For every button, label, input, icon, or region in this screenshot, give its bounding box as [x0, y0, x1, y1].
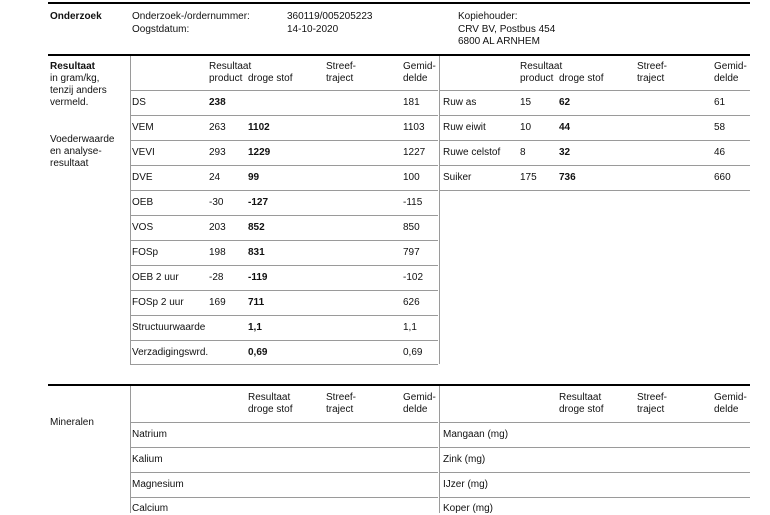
table-row-avg: 46	[714, 147, 726, 158]
table-row-avg: 1,1	[403, 322, 417, 333]
table-row-avg: 1227	[403, 147, 426, 158]
table-row-avg: 61	[714, 97, 726, 108]
minerals-right-header-gem2: delde	[714, 404, 739, 415]
left-header-droge-stof: droge stof	[248, 73, 293, 84]
table-row-avg: 850	[403, 222, 420, 233]
table-row-label: VOS	[132, 222, 154, 233]
left-table-divider-left	[130, 56, 131, 364]
table-row-product: 15	[520, 97, 532, 108]
table-row-product: 263	[209, 122, 226, 133]
table-row-product: 175	[520, 172, 537, 183]
left-header-resultaat: Resultaat	[209, 61, 252, 72]
list-item: IJzer (mg)	[443, 479, 488, 490]
minerals-left-header-gem2: delde	[403, 404, 428, 415]
table-row-avg: 100	[403, 172, 420, 183]
minerals-right-header-streef2: traject	[637, 404, 665, 415]
table-row-avg: 181	[403, 97, 420, 108]
list-item: Natrium	[132, 429, 168, 440]
section-label-onderzoek: Onderzoek	[50, 11, 102, 22]
table-row-ds: -119	[248, 272, 268, 283]
table-row-label: OEB	[132, 197, 154, 208]
table-row-product: 198	[209, 247, 226, 258]
feed-value-label-line1: Voederwaarde	[50, 134, 115, 145]
table-row-product: 203	[209, 222, 226, 233]
minerals-right-header-droge-stof: droge stof	[559, 404, 604, 415]
table-row-ds: 831	[248, 247, 265, 258]
list-item: Calcium	[132, 503, 169, 514]
table-row-label: Ruw as	[443, 97, 477, 108]
minerals-center-divider	[439, 386, 440, 513]
table-row-product: 10	[520, 122, 532, 133]
table-row-ds: 711	[248, 297, 265, 308]
right-header-gem2: delde	[714, 73, 739, 84]
table-row-ds: 99	[248, 172, 260, 183]
table-row-avg: -115	[403, 197, 423, 208]
minerals-label: Mineralen	[50, 417, 94, 428]
table-row-ds: -127	[248, 197, 269, 208]
table-row-label: OEB 2 uur	[132, 272, 179, 283]
minerals-left-header-droge-stof: droge stof	[248, 404, 293, 415]
copyholder-line1: CRV BV, Postbus 454	[458, 24, 556, 35]
feed-value-label-line2: en analyse-	[50, 146, 102, 157]
left-header-product: product	[209, 73, 243, 84]
table-center-divider	[439, 56, 440, 364]
minerals-section-border	[48, 384, 750, 386]
minerals-left-header-gem1: Gemid-	[403, 392, 436, 403]
list-item: Koper (mg)	[443, 503, 494, 514]
table-row-ds: 736	[559, 172, 576, 183]
table-row-label: DS	[132, 97, 146, 108]
table-row-ds: 44	[559, 122, 571, 133]
result-unit-line1: in gram/kg,	[50, 73, 100, 84]
result-unit-line3: vermeld.	[50, 97, 89, 108]
right-header-droge-stof: droge stof	[559, 73, 604, 84]
list-item: Mangaan (mg)	[443, 429, 509, 440]
table-row-avg: -102	[403, 272, 424, 283]
result-section-border	[48, 54, 750, 56]
right-header-product: product	[520, 73, 554, 84]
table-row-product: 24	[209, 172, 221, 183]
table-row-ds: 1,1	[248, 322, 262, 333]
table-row-label: VEVI	[132, 147, 155, 158]
table-row-label: FOSp 2 uur	[132, 297, 184, 308]
minerals-left-header-streef2: traject	[326, 404, 354, 415]
table-row-avg: 626	[403, 297, 420, 308]
list-item: Kalium	[132, 454, 163, 465]
table-row-ds: 0,69	[248, 347, 268, 358]
table-row-label: DVE	[132, 172, 153, 183]
left-header-gem1: Gemid-	[403, 61, 436, 72]
table-row-ds: 32	[559, 147, 571, 158]
minerals-left-header-streef1: Streef-	[326, 392, 357, 403]
minerals-left-header-resultaat: Resultaat	[248, 392, 291, 403]
table-row-label: Suiker	[443, 172, 472, 183]
table-row-label: VEM	[132, 122, 154, 133]
right-header-streef1: Streef-	[637, 61, 668, 72]
table-row-ds: 1102	[248, 122, 270, 133]
result-unit-line2: tenzij anders	[50, 85, 107, 96]
list-item: Zink (mg)	[443, 454, 486, 465]
list-item: Magnesium	[132, 479, 184, 490]
top-border	[48, 2, 750, 4]
table-row-avg: 797	[403, 247, 420, 258]
harvest-date-value: 14-10-2020	[287, 24, 339, 35]
copyholder-label: Kopiehouder:	[458, 11, 518, 22]
table-row-product: 238	[209, 97, 226, 108]
order-number-value: 360119/005205223	[287, 11, 373, 22]
feed-value-label-line3: resultaat	[50, 158, 89, 169]
left-header-gem2: delde	[403, 73, 428, 84]
table-row-avg: 1103	[403, 122, 425, 133]
table-row-ds: 62	[559, 97, 571, 108]
minerals-right-header-resultaat: Resultaat	[559, 392, 602, 403]
result-title: Resultaat	[50, 61, 96, 72]
right-header-gem1: Gemid-	[714, 61, 747, 72]
table-row-label: FOSp	[132, 247, 159, 258]
table-row-label: Verzadigingswrd.	[132, 347, 209, 358]
table-row-product: -30	[209, 197, 224, 208]
table-row-product: 169	[209, 297, 226, 308]
order-number-label: Onderzoek-/ordernummer:	[132, 11, 250, 22]
table-row-avg: 660	[714, 172, 731, 183]
minerals-right-header-gem1: Gemid-	[714, 392, 747, 403]
harvest-date-label: Oogstdatum:	[132, 24, 190, 35]
table-row-ds: 1229	[248, 147, 271, 158]
right-header-streef2: traject	[637, 73, 665, 84]
table-row-product: -28	[209, 272, 224, 283]
table-row-label: Ruw eiwit	[443, 122, 486, 133]
table-row-ds: 852	[248, 222, 265, 233]
right-header-resultaat: Resultaat	[520, 61, 563, 72]
minerals-right-header-streef1: Streef-	[637, 392, 668, 403]
table-row-avg: 58	[714, 122, 726, 133]
table-row-label: Structuurwaarde	[132, 322, 206, 333]
table-row-label: Ruwe celstof	[443, 147, 501, 158]
table-row-avg: 0,69	[403, 347, 423, 358]
left-header-streef2: traject	[326, 73, 354, 84]
minerals-left-divider	[130, 386, 131, 513]
table-row-product: 8	[520, 147, 526, 158]
table-row-product: 293	[209, 147, 226, 158]
left-header-streef1: Streef-	[326, 61, 357, 72]
copyholder-line2: 6800 AL ARNHEM	[458, 36, 540, 47]
